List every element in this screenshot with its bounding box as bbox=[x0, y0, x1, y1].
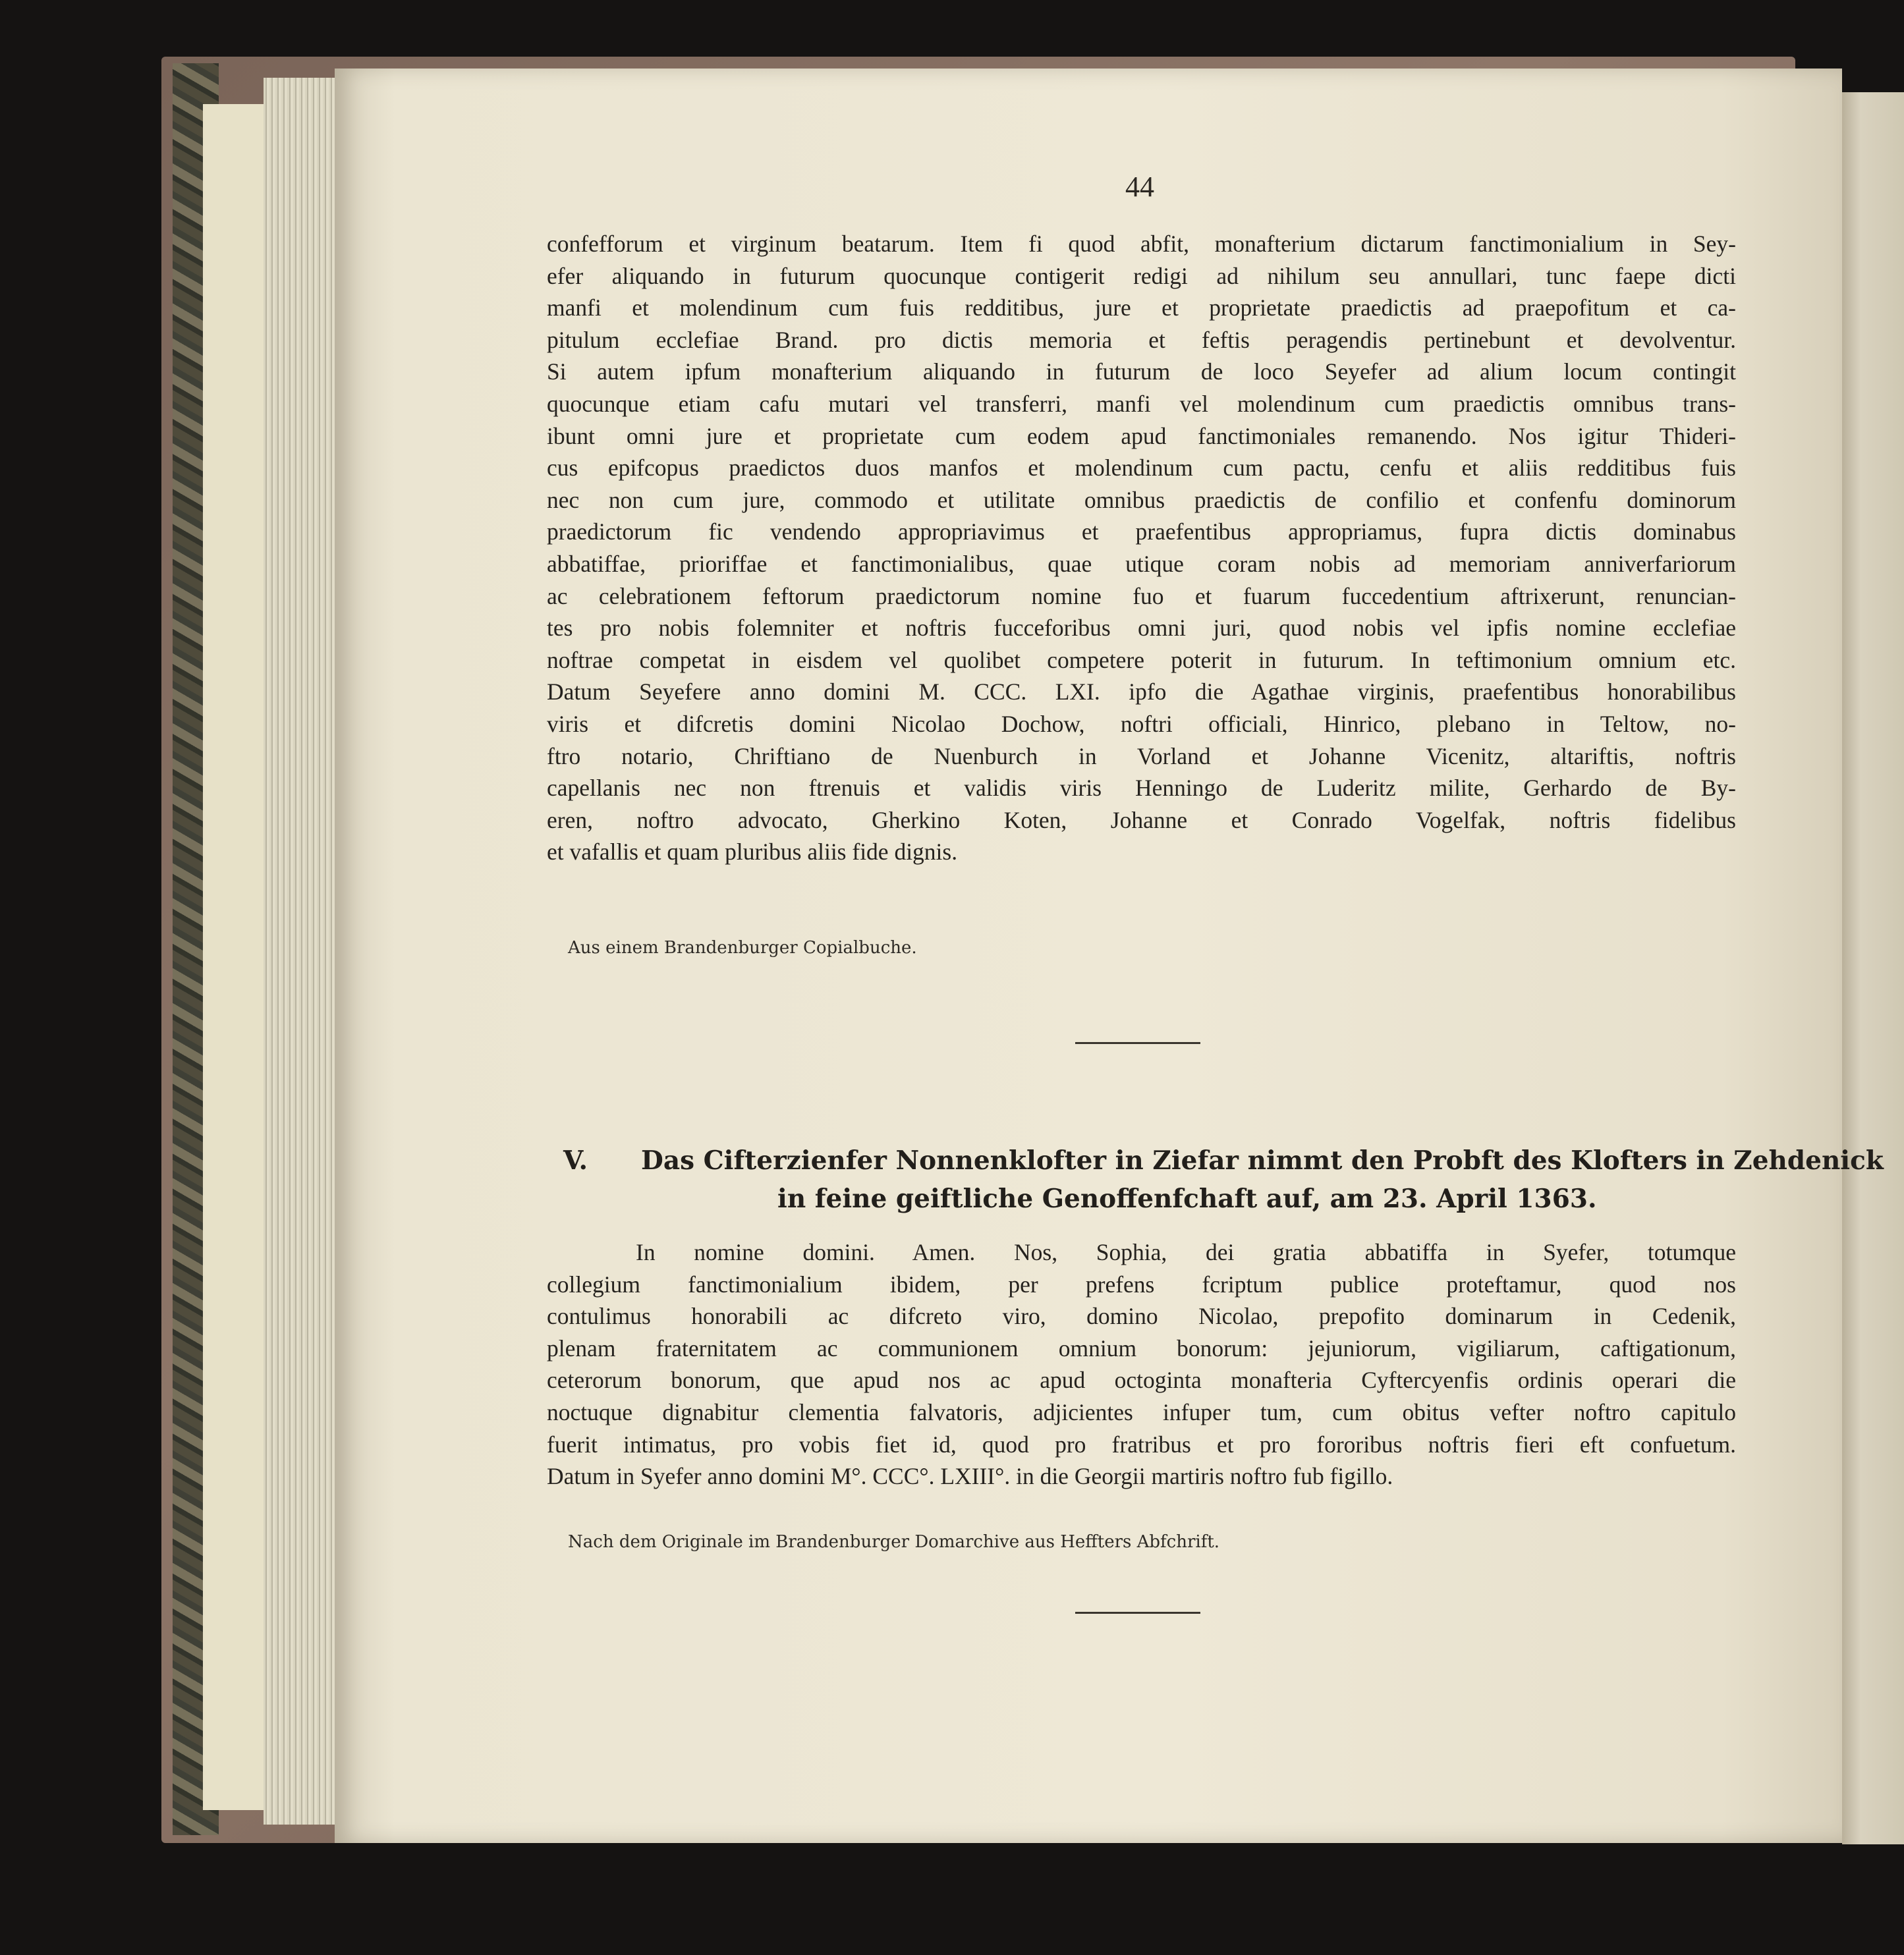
source-note: Nach dem Originale im Brandenburger Domarchive aus Heffters Abfchrift. bbox=[568, 1532, 1220, 1552]
text-line: ibunt omni jure et proprietate cum eodem apud fanctimoniales remanendo. Nos igitur Thideri- bbox=[547, 422, 1736, 449]
text-line: noctuque dignabitur clementia falvatoris, adjicientes infuper tum, cum obitus vefter noftro capitulo bbox=[547, 1398, 1736, 1425]
text-line: In nomine domini. Amen. Nos, Sophia, dei gratia abbatiffa in Syefer, totumque bbox=[636, 1239, 1736, 1265]
text-line: plenam fraternitatem ac communionem omnium bonorum: jejuniorum, vigiliarum, caftigationum, bbox=[547, 1335, 1736, 1362]
text-line: viris et difcretis domini Nicolao Dochow, noftri officiali, Hinrico, plebano in Teltow, no- bbox=[547, 710, 1736, 737]
text-line: Si autem ipfum monafterium aliquando in futurum de loco Seyefer ad alium locum contingit bbox=[547, 358, 1736, 385]
heading-line-one: Das Cifterzienfer Nonnenklofter in Ziefar nimmt den Probft des Klofters in Zehdenick bbox=[641, 1145, 1884, 1176]
text-line: capellanis nec non ftrenuis et validis viris Henningo de Luderitz milite, Gerhardo de By- bbox=[547, 775, 1736, 802]
page-number: 44 bbox=[1125, 171, 1154, 203]
text-line: manfi et molendinum cum fuis redditibus, jure et proprietate praedictis ad praepofitum et ca- bbox=[547, 294, 1736, 321]
text-line: quocunque etiam cafu mutari vel transferri, manfi vel molendinum cum praedictis omnibus trans- bbox=[547, 390, 1736, 417]
text-line: et vafallis et quam pluribus aliis fide dignis. bbox=[547, 839, 958, 866]
text-line: abbatiffae, prioriffae et fanctimonialibus, quae utique coram nobis ad memoriam anniverfariorum bbox=[547, 550, 1736, 577]
source-note: Aus einem Brandenburger Copialbuche. bbox=[568, 938, 917, 958]
text-line: ceterorum bonorum, que apud nos ac apud octoginta monafteria Cyftercyenfis ordinis operari die bbox=[547, 1367, 1736, 1394]
text-line: nec non cum jure, commodo et utilitate omnibus praedictis de confilio et confenfu dominorum bbox=[547, 486, 1736, 513]
heading-line-two: in feine geiftliche Genoffenfchaft auf, am 23. April 1363. bbox=[777, 1184, 1597, 1214]
text-line: ac celebrationem feftorum praedictorum nomine fuo et fuarum fuccedentium aftrixerunt, renuncian- bbox=[547, 582, 1736, 609]
section-divider bbox=[1075, 1612, 1200, 1614]
text-line: noftrae competat in eisdem vel quolibet competere poterit in futurum. In teftimonium omnium etc. bbox=[547, 646, 1736, 673]
charter-text-one bbox=[547, 228, 1736, 868]
text-line: collegium fanctimonialium ibidem, per prefens fcriptum publice proteftamur, quod nos bbox=[547, 1271, 1736, 1298]
text-line: tes pro nobis folemniter et noftris fucceforibus omni juri, quod nobis vel ipfis nomine ecclefiae bbox=[547, 615, 1736, 642]
section-divider bbox=[1075, 1042, 1200, 1044]
text-line: Datum Seyefere anno domini M. CCC. LXI. ipfo die Agathae virginis, praefentibus honorabilibus bbox=[547, 678, 1736, 705]
text-line: fuerit intimatus, pro vobis fiet id, quod pro fratribus et pro fororibus noftris fieri eft confuetum. bbox=[547, 1431, 1736, 1458]
text-line: praedictorum fic vendendo appropriavimus et praefentibus appropriamus, fupra dictis dominabus bbox=[547, 518, 1736, 545]
text-line: ftro notario, Chriftiano de Nuenburch in Vorland et Johanne Vicenitz, altariftis, noftris bbox=[547, 742, 1736, 769]
text-line: confefforum et virginum beatarum. Item fi quod abfit, monafterium dictarum fanctimonialium in Sey- bbox=[547, 231, 1736, 257]
text-line: pitulum ecclefiae Brand. pro dictis memoria et feftis peragendis pertinebunt et devolventur. bbox=[547, 326, 1736, 353]
text-line: eren, noftro advocato, Gherkino Koten, Johanne et Conrado Vogelfak, noftris fidelibus bbox=[547, 806, 1736, 833]
section-number: V. bbox=[563, 1145, 588, 1176]
text-line: cus epifcopus praedictos duos manfos et molendinum cum pactu, cenfu et aliis redditibus fuis bbox=[547, 454, 1736, 482]
text-line: contulimus honorabili ac difcreto viro, domino Nicolao, prepofito dominarum in Cedenik, bbox=[547, 1303, 1736, 1330]
text-line: efer aliquando in futurum quocunque contigerit redigi ad nihilum seu annullari, tunc faepe dicti bbox=[547, 262, 1736, 289]
text-line: Datum in Syefer anno domini M°. CCC°. LXIII°. in die Georgii martiris noftro fub figillo. bbox=[547, 1463, 1393, 1490]
charter-text-two bbox=[547, 1236, 1736, 1493]
facing-page-edge bbox=[1842, 92, 1904, 1844]
